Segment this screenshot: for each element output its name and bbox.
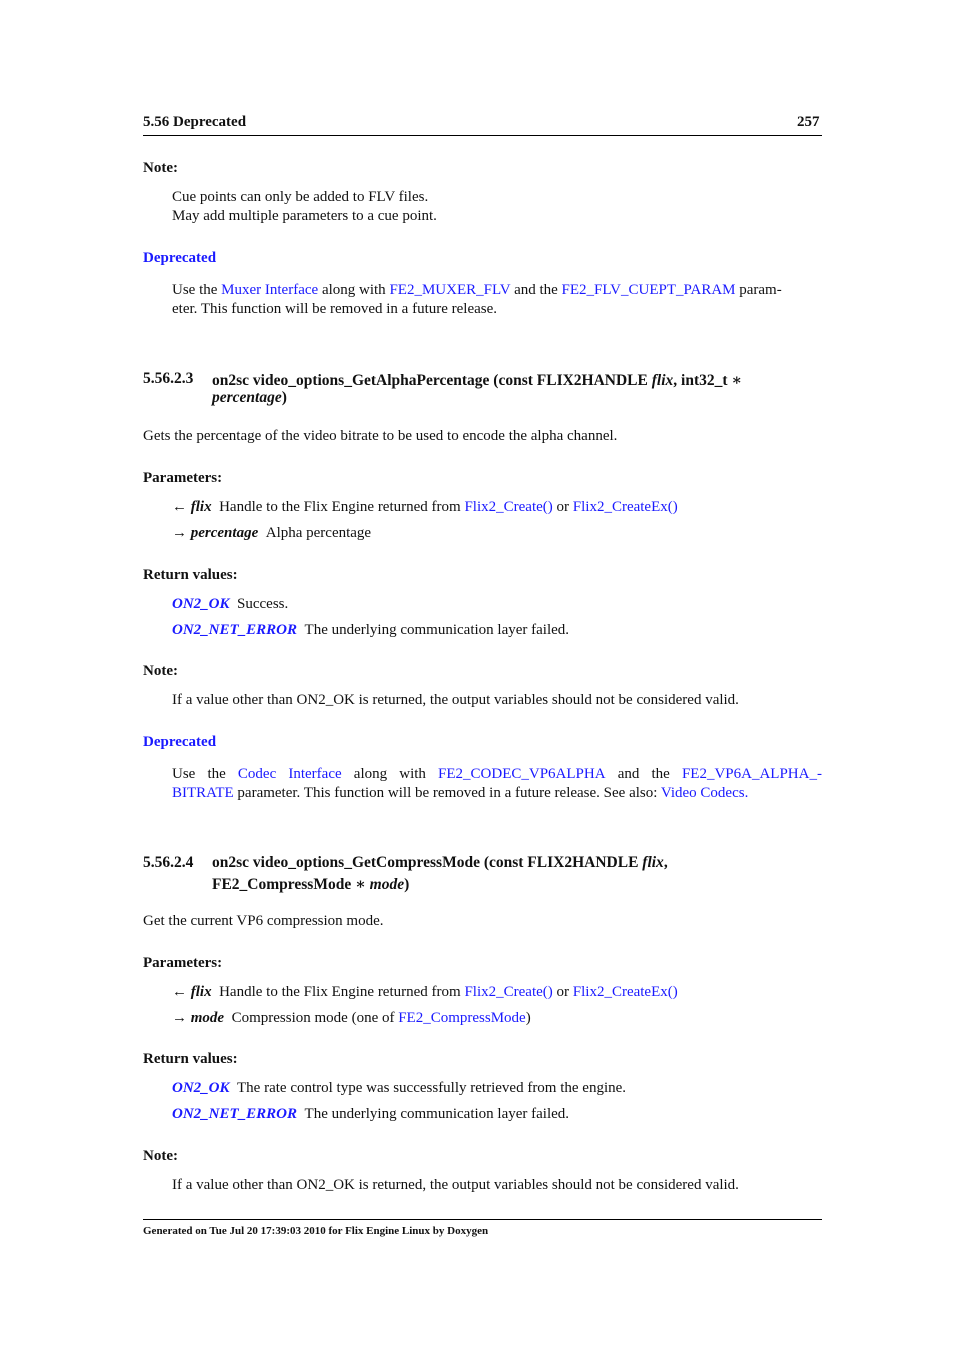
text: param-	[739, 282, 782, 298]
title-text: on2sc video_options_GetCompressMode (const FLIX2HANDLE	[212, 854, 639, 871]
param-name: flix	[190, 499, 212, 515]
in-arrow-icon: ←	[172, 499, 187, 515]
text: or	[556, 499, 570, 515]
title-text: FE2_CompressMode ∗	[212, 876, 366, 893]
flix2-createex-link[interactable]: Flix2_CreateEx()	[572, 499, 678, 515]
param-text: Compression mode (one of	[231, 1010, 395, 1026]
deprecated-text	[172, 766, 822, 783]
param-name: flix	[642, 854, 664, 871]
parameter-row	[172, 525, 371, 542]
section-number: 5.56.2.3	[143, 370, 194, 387]
text: parameter. This function will be removed in a future release. See also:	[237, 785, 658, 801]
fe2-codec-vp6alpha-link[interactable]: FE2_CODEC_VP6ALPHA	[438, 766, 606, 782]
function-description: Gets the percentage of the video bitrate to be used to encode the alpha channel.	[143, 428, 618, 444]
deprecated-link[interactable]: Deprecated	[143, 250, 217, 266]
footer-rule	[143, 1219, 822, 1220]
note-text: May add multiple parameters to a cue point.	[172, 208, 437, 224]
return-value-row	[172, 1080, 626, 1097]
return-text: Success.	[237, 596, 289, 612]
on2-net-error-link[interactable]: ON2_NET_ERROR	[172, 622, 298, 638]
param-name: flix	[190, 984, 212, 1000]
parameter-row	[172, 984, 678, 1001]
muxer-interface-link[interactable]: Muxer Interface	[221, 282, 319, 298]
video-codecs-link[interactable]: Video Codecs	[660, 785, 745, 801]
section-title	[212, 854, 668, 872]
title-text: )	[281, 389, 287, 406]
out-arrow-icon: →	[172, 1010, 187, 1026]
section-title-cont	[212, 389, 287, 407]
text: Use	[172, 766, 196, 782]
text: along	[353, 766, 388, 782]
codec-link[interactable]: Codec	[237, 766, 277, 782]
fe2-muxer-flv-link[interactable]: FE2_MUXER_FLV	[389, 282, 511, 298]
fe2-vp6a-alpha-bitrate-link[interactable]: FE2_VP6A_ALPHA_-	[681, 766, 822, 782]
running-header-section: 5.56 Deprecated	[143, 114, 247, 130]
text: with	[399, 766, 426, 782]
header-rule	[143, 135, 822, 136]
text: Use the	[172, 282, 218, 298]
text: the	[651, 766, 670, 782]
return-text: The rate control type was successfully retrieved from the engine.	[237, 1080, 627, 1096]
note-heading: Note:	[143, 160, 178, 176]
return-value-row	[172, 1106, 569, 1123]
note-text: Cue points can only be added to FLV files.	[172, 189, 429, 205]
function-description: Get the current VP6 compression mode.	[143, 913, 384, 929]
param-name: mode	[190, 1010, 225, 1026]
param-text: Handle to the Flix Engine returned from	[219, 499, 461, 515]
title-text: , int32_t ∗	[673, 372, 743, 389]
text: or	[556, 984, 570, 1000]
note-heading: Note:	[143, 663, 178, 679]
flix2-create-link[interactable]: Flix2_Create()	[464, 499, 553, 515]
text: and	[617, 766, 640, 782]
return-text: The underlying communication layer failed.	[304, 1106, 570, 1122]
deprecated-link[interactable]: Deprecated	[143, 734, 217, 750]
title-text: ,	[663, 854, 668, 871]
deprecated-text	[172, 282, 782, 299]
section-title	[212, 370, 742, 390]
text: )	[525, 1010, 531, 1026]
return-values-heading: Return values:	[143, 1051, 238, 1067]
param-text: Handle to the Flix Engine returned from	[219, 984, 461, 1000]
fe2-compressmode-link[interactable]: FE2_CompressMode	[398, 1010, 526, 1026]
in-arrow-icon: ←	[172, 984, 187, 1000]
note-heading: Note:	[143, 1148, 178, 1164]
param-name: percentage	[212, 389, 282, 406]
title-text: on2sc video_options_GetAlphaPercentage (const FLIX2HANDLE	[212, 372, 648, 389]
title-text: )	[404, 876, 410, 893]
return-value-row	[172, 622, 569, 639]
text: the	[207, 766, 226, 782]
text: .	[744, 785, 749, 801]
param-name: flix	[651, 372, 674, 389]
param-text: Alpha percentage	[265, 525, 372, 541]
flix2-createex-link[interactable]: Flix2_CreateEx()	[572, 984, 678, 1000]
parameter-row	[172, 499, 678, 516]
param-name: mode	[369, 876, 405, 893]
return-value-row	[172, 596, 288, 613]
page-number: 257	[797, 114, 820, 130]
interface-link[interactable]: Interface	[288, 766, 342, 782]
on2-net-error-link[interactable]: ON2_NET_ERROR	[172, 1106, 298, 1122]
param-name: percentage	[190, 525, 259, 541]
out-arrow-icon: →	[172, 525, 187, 541]
note-text: If a value other than ON2_OK is returned, the output variables should not be considered valid.	[172, 1177, 739, 1193]
fe2-vp6a-alpha-bitrate-link[interactable]: BITRATE	[172, 785, 234, 801]
return-text: The underlying communication layer failed.	[304, 622, 570, 638]
parameters-heading: Parameters:	[143, 955, 223, 971]
parameters-heading: Parameters:	[143, 470, 223, 486]
deprecated-text	[172, 785, 748, 802]
parameter-row	[172, 1010, 531, 1027]
text: along with	[321, 282, 386, 298]
section-number: 5.56.2.4	[143, 854, 194, 871]
return-values-heading: Return values:	[143, 567, 238, 583]
on2-ok-link[interactable]: ON2_OK	[172, 1080, 230, 1096]
section-title-cont	[212, 874, 409, 894]
footer-text: Generated on Tue Jul 20 17:39:03 2010 for Flix Engine Linux by Doxygen	[143, 1225, 489, 1237]
fe2-flv-cuept-param-link[interactable]: FE2_FLV_CUEPT_PARAM	[561, 282, 736, 298]
on2-ok-link[interactable]: ON2_OK	[172, 596, 230, 612]
text: and the	[514, 282, 558, 298]
note-text: If a value other than ON2_OK is returned, the output variables should not be considered valid.	[172, 692, 739, 708]
deprecated-text: eter. This function will be removed in a future release.	[172, 301, 498, 317]
flix2-create-link[interactable]: Flix2_Create()	[464, 984, 553, 1000]
